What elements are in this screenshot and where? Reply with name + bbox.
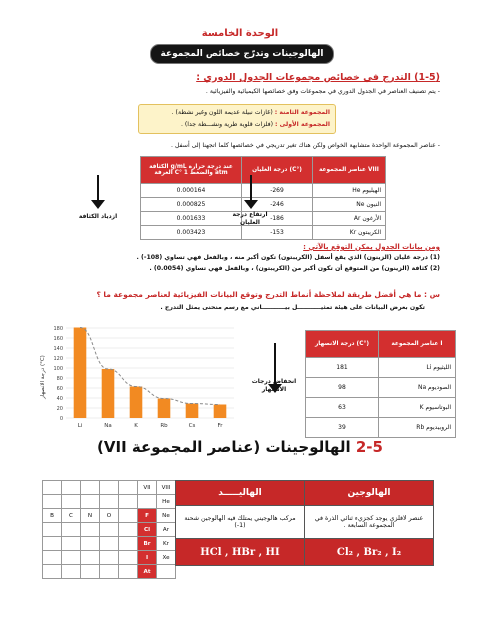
halogen-formula: Cl₂ , Br₂ , I₂ [305,539,434,566]
cell-bp: -269 [242,184,313,198]
periodic-cell [119,551,138,565]
x-tick-label: Li [77,423,83,429]
cell-density: 0.001633 [141,212,242,226]
periodic-cell [100,551,119,565]
periodic-row [43,495,176,509]
halogen-title: الهالوجين [305,481,434,506]
periodic-cell [81,523,100,537]
periodic-cell [100,523,119,537]
cell-element: الكريبتون Kr [313,226,386,240]
y-tick-label: 100 [53,366,63,372]
x-tick-label: Fr [217,423,223,429]
periodic-cell [62,537,81,551]
density-arrow-label: ازدياد الكثافة [78,213,118,220]
cell-element: الروبيديوم Rb [379,418,456,438]
x-tick-label: Rb [160,423,168,429]
y-tick-label: 120 [53,356,63,362]
bar-Li [74,328,87,419]
periodic-cell [62,495,81,509]
section2-text: الهالوجينات (عناصر المجموعة VII) [97,438,351,456]
bp-arrow-icon [238,175,264,209]
table2-header-element: عناصر المجموعة I [379,331,456,358]
periodic-header-row [43,481,176,495]
halogen-halide-table [175,480,434,566]
periodic-row [43,565,176,579]
periodic-cell [43,565,62,579]
periodic-cell [43,495,62,509]
periodic-cell: Cl [138,523,157,537]
table1-header-density: الكثافة g/mL عند درجة حرارة الغرفة C° والضغط 1 atm [141,157,242,184]
cell-element: الأرغون Ar [313,212,386,226]
y-tick-label: 160 [53,336,63,342]
cell-bp: -186 [242,212,313,226]
y-tick-label: 60 [56,386,63,392]
periodic-cell: B [43,509,62,523]
periodic-cell [43,523,62,537]
alkali-table [305,330,456,438]
y-tick-label: 0 [59,416,63,422]
cell-bp: -246 [242,198,313,212]
periodic-row [43,551,176,565]
cell-bp: -153 [242,226,313,240]
group-1-desc: (فلزات قلوية طرية ونشـــطة جدا) . [180,121,274,128]
cell-density: 0.000164 [141,184,242,198]
data-heading: ومن بيانات الجدول يمكن التوقع بالآتي : [303,243,440,251]
periodic-cell [62,481,81,495]
group-1 [144,119,330,131]
periodic-cell [81,551,100,565]
periodic-cell [100,565,119,579]
cell-density: 0.003423 [141,226,242,240]
table-row [306,378,456,398]
periodic-row [43,509,176,523]
periodic-cell: At [138,565,157,579]
cell-element: النيون Ne [313,198,386,212]
periodic-cell: VIII [157,481,176,495]
periodic-cell [62,523,81,537]
periodic-cell [100,481,119,495]
periodic-cell [100,495,119,509]
cell-mp: 39 [306,418,379,438]
y-tick-label: 20 [56,406,63,412]
bar-Na [102,369,115,418]
cell-mp: 63 [306,398,379,418]
cell-mp: 98 [306,378,379,398]
periodic-cell: Br [138,537,157,551]
halide-desc: مركب هالوجيني يمتلك فيه الهالوجين شحنة (1-) [176,506,305,539]
periodic-cell [81,565,100,579]
cell-element: الصوديوم Na [379,378,456,398]
periodic-cell [119,495,138,509]
periodic-cell: Ne [157,509,176,523]
periodic-cell [62,565,81,579]
x-tick-label: Na [104,423,112,429]
groups-box [138,104,336,134]
table-row [306,398,456,418]
cell-element: البوتاسيوم K [379,398,456,418]
periodic-cell [81,537,100,551]
chart-yticks [53,326,63,422]
intro-text: - يتم تصنيف العناصر في الجدول الدوري في مجموعات وفق خصائصها الكيميائية والفيزيائية . [205,88,440,95]
periodic-cell [43,537,62,551]
periodic-cell [81,495,100,509]
unit-title: الوحدة الخامسة [201,28,279,39]
periodic-cell [43,481,62,495]
periodic-cell: VII [138,481,157,495]
table-row [141,226,386,240]
cell-element: الليثيوم Li [379,358,456,378]
y-tick-label: 180 [53,326,63,332]
table-row [306,418,456,438]
mp-arrow-label: انخفاض درجات الانصهار [251,378,297,393]
periodic-cell [138,495,157,509]
periodic-cell [43,551,62,565]
periodic-cell [62,551,81,565]
periodic-fragment [42,480,176,579]
x-tick-label: Cs [188,423,196,429]
periodic-cell [157,565,176,579]
periodic-row [43,537,176,551]
x-tick-label: K [134,423,138,429]
section1-title: (1-5) التدرج في خصائص مجموعات الجدول الدوري : [196,72,440,83]
cell-element: الهيليوم He [313,184,386,198]
y-tick-label: 80 [56,376,63,382]
chapter-banner: الهالوجينات وتدرّج خصائص المجموعة [150,44,334,64]
cell-density: 0.000825 [141,198,242,212]
periodic-cell [119,565,138,579]
group-1-name: المجموعة الأولى : [275,121,330,128]
periodic-cell: Xe [157,551,176,565]
halide-title: الهاليـــــد [176,481,305,506]
group-8-name: المجموعة الثامنة : [274,109,330,116]
bar-K [130,387,143,419]
group-8 [144,107,330,119]
chart-ylabel: درجة الانصهار (°C) [40,355,46,399]
data-line-1: (1) درجة غليان (الزينون) الذي يقع أسفل (الكريبتون) تكون أكبر منه ، وبالفعل فهي تساوي (108-) . [136,254,440,261]
halide-formula: HCl , HBr , HI [176,539,305,566]
similar-note: - عناصر المجموعة الواحدة متشابهة الخواص ولكن هناك تغير تدريجي في خصائصها كلما اتجهنا إلى أسفل . [171,142,440,149]
chart-grid [66,328,234,418]
table2-header-mp: درجة الانصهار (C°) [306,331,379,358]
periodic-row [43,523,176,537]
halogen-desc: عنصر لافلزي يوجد كجزيء ثنائي الذرة في المجموعة السابعة . [305,506,434,539]
periodic-cell [119,509,138,523]
periodic-cell: N [81,509,100,523]
periodic-cell: C [62,509,81,523]
periodic-cell: I [138,551,157,565]
data-line-2: (2) كثافة (الزينون) من المتوقع أن تكون أكبر من (الكريبتون) ، وبالفعل فهي تساوي (0.0054) . [149,265,440,272]
periodic-cell: O [100,509,119,523]
periodic-cell [100,537,119,551]
bar-Rb [158,399,171,419]
cell-mp: 181 [306,358,379,378]
bar-Fr [214,405,227,419]
section2-title [0,438,480,456]
periodic-cell: F [138,509,157,523]
y-tick-label: 140 [53,346,63,352]
chart-bars [74,328,227,419]
density-arrow-icon [85,175,111,209]
periodic-cell [81,481,100,495]
y-tick-label: 40 [56,396,63,402]
bp-arrow-label: ارتفاع درجة الغليان [232,211,268,226]
bar-Cs [186,404,199,419]
answer: تكون بعرض البيانات على هيئة تمثيـــــــــــل بيـــــــــــاني مع رسم منحنى يمثل التدرج . [160,304,425,311]
table-row [306,358,456,378]
periodic-cell: Ar [157,523,176,537]
periodic-cell: Kr [157,537,176,551]
periodic-cell [119,481,138,495]
chart-trendline [80,328,220,405]
chart-xticks [78,423,224,429]
table1-header-element: عناصر المجموعة VIII [313,157,386,184]
table1-header-bp: درجة الغليان (C°) [242,157,313,184]
periodic-cell [119,523,138,537]
group-8-desc: (غازات نبيلة عديمة اللون وغير نشطة) . [171,109,273,116]
section2-number: 2-5 [355,438,383,456]
periodic-cell: He [157,495,176,509]
melting-point-chart [38,322,238,432]
question: س : ما هي أفضل طريقة لملاحظة أنماط التدرج وتوقع البيانات الفيزيائية لعناصر مجموعة ما ؟ [96,290,440,299]
periodic-cell [119,537,138,551]
